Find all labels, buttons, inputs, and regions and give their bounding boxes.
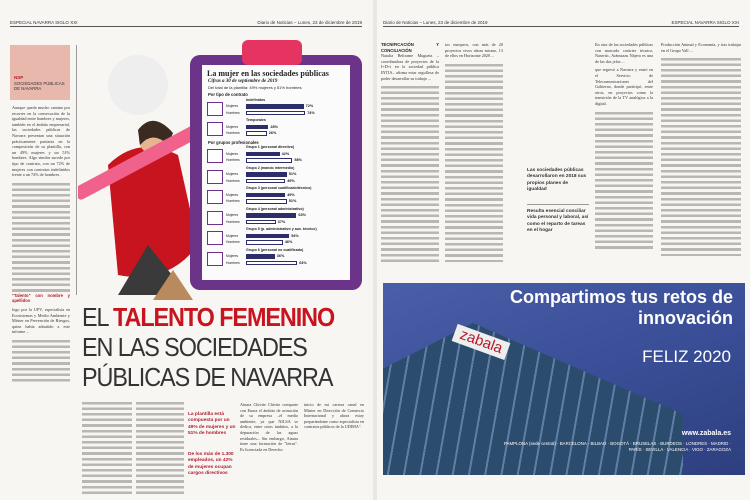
chart-group <box>202 166 350 187</box>
left-page <box>0 0 373 500</box>
header-date: Diario de Noticias – Lunes, 23 de diciembre de 2019 <box>257 20 362 25</box>
bar-hombres <box>246 111 305 116</box>
series-label: Hombres <box>226 110 240 115</box>
checkbox-icon <box>207 149 223 163</box>
chart-group <box>202 207 350 228</box>
chart-title: La mujer en las sociedades públicas <box>207 69 329 78</box>
bar-mujeres <box>246 254 275 259</box>
headline-line: EN LAS SOCIEDADES <box>82 332 307 362</box>
bar-hombres <box>246 220 276 225</box>
group-label: Grupo 1 (personal directivo) <box>246 145 295 149</box>
body-text-lines <box>136 400 184 496</box>
body-text: tos europeos, con más de 20 proyectos vivos ahora mismo, 13 de ellos en Horizonte 2020 ... <box>445 42 503 59</box>
chart-sheet <box>202 65 350 280</box>
bar-hombres <box>246 158 292 163</box>
chart-subtitle: Cifras a 30 de septiembre de 2019 <box>208 79 278 84</box>
value-label: 49% <box>287 178 295 183</box>
value-label: 36% <box>276 254 285 258</box>
value-label: 64% <box>299 260 307 265</box>
bar-mujeres <box>246 193 285 198</box>
value-label: 42% <box>281 151 290 156</box>
chart-note: Del total de la plantilla: 49% mujeres y 51% hombres <box>208 85 302 90</box>
bar-mujeres <box>246 125 268 130</box>
body-text-lines <box>12 338 70 382</box>
series-label: Mujeres <box>226 124 239 129</box>
bar-hombres <box>246 240 283 245</box>
body-column <box>136 400 184 496</box>
headline-part: EL <box>82 302 114 332</box>
group-label: Grupo 5 (p. administrativo y aux. técnico) <box>246 227 317 231</box>
series-label: Hombres <box>226 178 240 183</box>
checkbox-icon <box>207 231 223 245</box>
series-label: Mujeres <box>226 233 239 238</box>
value-label: 51% <box>288 172 297 176</box>
value-label: 28% <box>270 124 278 129</box>
building-photo <box>383 323 683 475</box>
group-label: Grupo 6 (personal no cualificado) <box>246 247 304 252</box>
body-column <box>381 42 439 264</box>
body-text: Ainara Chivite Chivite comparte con Enara el ámbito de actuación de su empresa –el medio ambiente, ya que NILSA se dedica, entre otros ámbitos, a la depuración de las aguas residuales–. Sin embargo, Ainara tiene una formación de "letras". Es licenciada en Derecho. <box>240 402 298 452</box>
body-text: logo por la UPV, especialista en Ecosistemas y Medio Ambiente y Máster en Prevención de Riesgos, quien había admitido a este informe ... <box>12 306 70 335</box>
chart-group <box>202 98 350 119</box>
body-column <box>661 42 741 256</box>
pullquote: Resulta esencial conciliar vida personal y laboral, así como el reparto de tareas en el hogar <box>527 209 589 233</box>
series-label: Hombres <box>226 260 240 265</box>
series-label: Mujeres <box>226 172 239 176</box>
series-label: Hombres <box>226 199 240 203</box>
zabala-logo: zabala <box>452 324 511 360</box>
value-label: 51% <box>288 199 297 203</box>
value-label: 49% <box>287 192 295 197</box>
body-text: que regresó a Navarra y entró en el Servicio de Telecomunicaciones del Gobierno, donde participó, entre otros, en proyectos como la transición de la TV analógica a la digital. <box>595 67 653 106</box>
checkbox-icon <box>207 211 223 225</box>
zabala-advertisement[interactable] <box>383 283 745 475</box>
chart-group <box>202 227 350 248</box>
section-tag <box>10 45 70 100</box>
series-label: Hombres <box>226 240 240 244</box>
series-label: Hombres <box>226 158 240 162</box>
checkbox-icon <box>207 190 223 204</box>
tag-keyword: NSP <box>14 75 24 80</box>
pullquote: Las sociedades públicas desarrollaron en 2018 sus propios planes de igualdad <box>527 168 587 192</box>
divider <box>76 45 77 295</box>
value-label: 72% <box>305 104 314 108</box>
value-label: 74% <box>307 110 315 115</box>
section-title: ESPECIAL NAVARRA SIGLO XXI <box>671 20 739 25</box>
value-label: 58% <box>294 158 302 162</box>
ad-headline: Compartimos tus retos de innovación <box>509 287 733 328</box>
value-label: 46% <box>284 240 293 244</box>
pullquote: La plantilla está compuesta por un 49% de mujeres y un 51% de hombres <box>188 412 236 436</box>
group-label: Grupo 3 (personal cualificado/técnico) <box>246 186 312 190</box>
chart-group <box>202 118 350 139</box>
series-label: Mujeres <box>226 254 239 258</box>
page-header <box>10 20 362 27</box>
body-text-lines <box>381 84 439 264</box>
intro-column <box>12 105 70 382</box>
bar-hombres <box>246 199 287 204</box>
headline <box>82 302 334 392</box>
body-column <box>445 42 503 262</box>
body-text-lines <box>82 400 132 496</box>
series-label: Mujeres <box>226 104 239 108</box>
series-label: Mujeres <box>226 151 239 156</box>
bar-mujeres <box>246 152 280 157</box>
series-label: Mujeres <box>226 192 239 197</box>
section-title: ESPECIAL NAVARRA SIGLO XXI <box>10 20 78 25</box>
chart-group <box>202 248 350 269</box>
ad-cities: PAMPLONA (sede central) · BARCELONA · BILBAO · BOGOTÁ · BRUSELAS · BURDEOS · LONDRES · MADRID · PARÍS · SEVILLA · VALENCIA · VIGO · ZARAGOZA <box>503 441 731 452</box>
value-label: 54% <box>291 233 299 238</box>
series-label: Hombres <box>226 219 240 224</box>
checkbox-icon <box>207 170 223 184</box>
pullquote: De los más de 1.300 empleados, un 42% de mujeres ocupan cargos directivos <box>188 452 234 476</box>
chart-section-label: Por grupos profesionales <box>208 139 259 145</box>
divider <box>527 204 589 205</box>
body-text-lines <box>661 56 741 256</box>
group-label: Indefinidos <box>246 97 266 102</box>
bar-hombres <box>246 131 267 136</box>
headline-highlight: TALENTO FEMENINO <box>113 302 335 332</box>
subhead: TECNIFICACIÓN Y CONCILIACIÓN <box>381 42 439 53</box>
series-label: Hombres <box>226 131 240 135</box>
subhead: "Talento" con nombre y apellidos <box>12 292 70 304</box>
group-label: Grupo 4 (personal administrativo) <box>246 206 304 211</box>
tag-title: SOCIEDADES PÚBLICAS DE NAVARRA <box>14 81 65 91</box>
clipboard-clip <box>242 40 302 65</box>
body-text: En otra de las sociedades públicas con marcado carácter técnico, Nasertic, Arántzazu Nájera es una de las dos jefas ... <box>595 42 653 64</box>
checkbox-icon <box>207 122 223 136</box>
bar-mujeres <box>246 104 304 109</box>
body-text: inicio de mi carrera canal en Máster en Dirección de Comercio Internacional y ahora estoy preparándome como especialista en contratos públicos de la UDIMA". <box>304 402 364 430</box>
body-column <box>595 42 653 250</box>
body-text: Natalia Beltrame Mugueta –coordinadora de proyectos de la I+D+i en la sociedad pública INTIA– afirma estar orgullosa de poder desarrollar su trabajo ... <box>381 53 439 81</box>
body-text-lines <box>595 110 653 250</box>
bar-hombres <box>246 179 285 184</box>
chart-group <box>202 145 350 166</box>
chart-group <box>202 186 350 207</box>
body-text: Producción Animal y Economía, y tras trabajar en el Grupo Vall ... <box>661 42 741 53</box>
bar-hombres <box>246 261 297 266</box>
bar-mujeres <box>246 172 287 177</box>
ad-url[interactable]: www.zabala.es <box>681 430 731 437</box>
group-label: Grupo 2 (mando intermedio) <box>246 165 295 170</box>
ad-greeting: FELIZ 2020 <box>642 347 731 366</box>
series-label: Mujeres <box>226 213 239 217</box>
header-date: Diario de Noticias – Lunes, 23 de diciembre de 2019 <box>383 20 488 25</box>
headline-line: PÚBLICAS DE NAVARRA <box>82 362 333 392</box>
chart-section-label: Por tipo de contrato <box>208 92 248 97</box>
body-text-lines <box>445 62 503 262</box>
page-header <box>383 20 739 27</box>
checkbox-icon <box>207 252 223 266</box>
value-label: 37% <box>277 219 286 224</box>
group-label: Temporales <box>246 118 266 122</box>
body-column <box>82 400 132 496</box>
bar-mujeres <box>246 234 289 239</box>
intro-text: Aunque queda mucho camino por recorrer en la consecución de la igualdad entre hombres y mujeres, también en el ámbito empresarial, las sociedades públicas de Navarra presentan una situación prácticamente paritaria en la composición de su plantilla, con un 49% mujeres y un 51% hombres. Algo similar sucede por tipo de contrato, con un 72% de mujeres con contratos indefinidos frente a un 74% de hombres. <box>12 105 70 178</box>
body-text-lines <box>12 181 70 293</box>
value-label: 63% <box>298 213 306 217</box>
checkbox-icon <box>207 102 223 116</box>
value-label: 26% <box>268 131 277 135</box>
bar-mujeres <box>246 213 296 218</box>
